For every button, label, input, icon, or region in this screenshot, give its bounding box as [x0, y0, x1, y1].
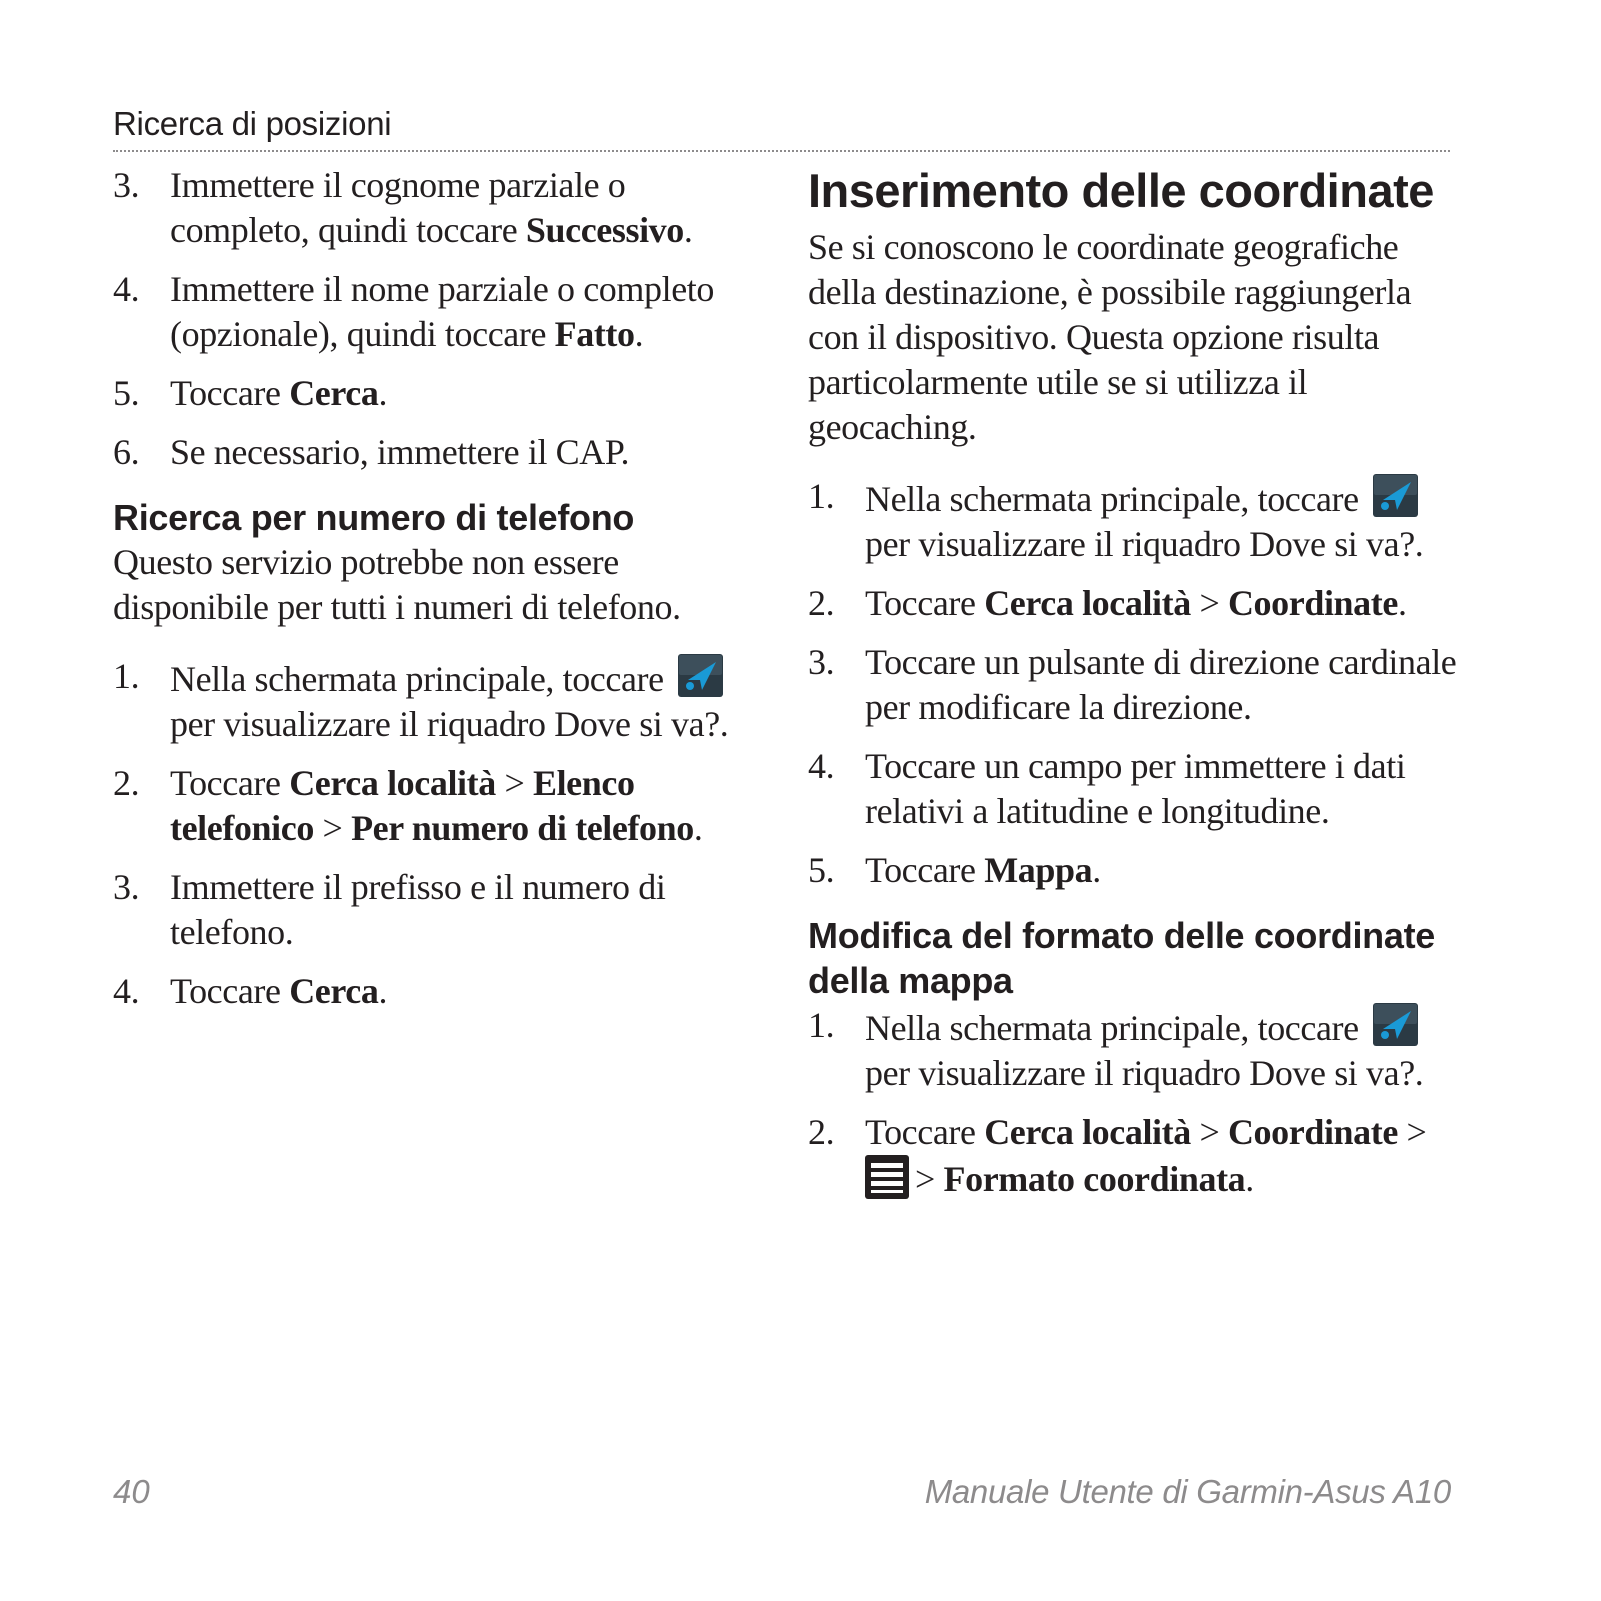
right-column: [808, 163, 1458, 1216]
ui-term: Formato coordinata: [943, 1159, 1246, 1199]
step-number: 1.: [113, 656, 140, 696]
step-text: Toccare: [170, 763, 290, 803]
step-text: .: [693, 808, 703, 848]
step-text: .: [1397, 583, 1407, 623]
step-list-coordinates: [808, 474, 1458, 893]
step-item: [113, 761, 733, 851]
step-text: Toccare: [865, 850, 985, 890]
step-number: 1.: [808, 476, 835, 516]
ui-term: Coordinate: [1227, 1112, 1398, 1152]
step-item: [113, 969, 733, 1014]
step-text: >: [1397, 1112, 1427, 1152]
step-number: 2.: [113, 763, 140, 803]
step-item: [113, 865, 733, 955]
ui-term: Elenco telefonico: [170, 763, 635, 848]
step-text: >: [313, 808, 352, 848]
where-to-icon: [1373, 474, 1418, 517]
ui-term: Cerca località: [289, 763, 496, 803]
step-text: Toccare un pulsante di direzione cardinale per modificare la direzione.: [865, 642, 1457, 727]
step-number: 2.: [808, 583, 835, 623]
step-item: [113, 267, 733, 357]
ui-term: Successivo: [525, 210, 684, 250]
ui-term: Coordinate: [1227, 583, 1398, 623]
phone-search-heading: Ricerca per numero di telefono: [113, 497, 635, 538]
step-text: .: [683, 210, 693, 250]
step-number: 4.: [113, 971, 140, 1011]
where-to-icon: [678, 654, 723, 697]
phone-search-intro: Questo servizio potrebbe non essere disponibile per tutti i numeri di telefono.: [113, 542, 681, 627]
step-text: Toccare: [170, 971, 290, 1011]
ui-term: Fatto: [554, 314, 635, 354]
step-text: Nella schermata principale, toccare: [865, 1008, 1368, 1048]
step-text: Se necessario, immettere il CAP.: [170, 432, 630, 472]
step-text: Toccare: [865, 1112, 985, 1152]
ui-term: Per numero di telefono: [351, 808, 694, 848]
step-item: [808, 1003, 1458, 1096]
step-text: Nella schermata principale, toccare: [865, 479, 1368, 519]
step-number: 6.: [113, 432, 140, 472]
running-header: Ricerca di posizioni: [113, 105, 392, 142]
coordinates-intro: Se si conoscono le coordinate geografiche della destinazione, è possibile raggiungerla con il dispositivo. Questa opzione risulta particolarmente utile se si utilizza il geocaching.: [808, 227, 1412, 447]
step-list-phone-search: [113, 654, 733, 1014]
ui-term: Cerca: [289, 373, 379, 413]
step-text: >: [1190, 583, 1228, 623]
step-item: [113, 371, 733, 416]
step-text: per visualizzare il riquadro Dove si va?.: [865, 524, 1424, 564]
step-item: [808, 581, 1458, 626]
step-number: 1.: [808, 1005, 835, 1045]
step-text: Nella schermata principale, toccare: [170, 659, 673, 699]
step-list-name-search: [113, 163, 733, 475]
page-number: 40: [113, 1473, 150, 1510]
step-text: >: [1190, 1112, 1228, 1152]
step-text: >: [915, 1159, 944, 1199]
step-text: Immettere il cognome parziale o completo, quindi toccare: [170, 165, 626, 250]
step-text: Immettere il prefisso e il numero di telefono.: [170, 867, 666, 952]
where-to-icon: [1373, 1003, 1418, 1046]
coordinate-format-heading: Modifica del formato delle coordinate della mappa: [808, 915, 1435, 1001]
step-text: Toccare: [865, 583, 985, 623]
step-item: [113, 163, 733, 253]
coordinates-heading: Inserimento delle coordinate: [808, 164, 1434, 217]
step-number: 5.: [808, 850, 835, 890]
step-number: 3.: [113, 165, 140, 205]
ui-term: Cerca località: [984, 583, 1191, 623]
step-text: .: [1092, 850, 1101, 890]
step-text: .: [634, 314, 644, 354]
menu-icon: [865, 1155, 909, 1199]
step-text: .: [378, 971, 388, 1011]
step-list-coordinate-format: [808, 1003, 1458, 1202]
step-item: [808, 640, 1458, 730]
step-item: [113, 430, 733, 475]
step-text: per visualizzare il riquadro Dove si va?.: [170, 704, 729, 744]
step-text: Toccare un campo per immettere i dati relativi a latitudine e longitudine.: [865, 746, 1406, 831]
step-item: [808, 1110, 1458, 1202]
ui-term: Cerca: [289, 971, 379, 1011]
step-item: [808, 474, 1458, 567]
step-item: [808, 848, 1458, 893]
header-divider: [113, 150, 1450, 152]
step-text: Immettere il nome parziale o completo (opzionale), quindi toccare: [170, 269, 714, 354]
manual-title: Manuale Utente di Garmin-Asus A10: [924, 1473, 1451, 1510]
step-text: .: [378, 373, 388, 413]
step-text: Toccare: [170, 373, 290, 413]
ui-term: Mappa: [984, 850, 1093, 890]
step-number: 4.: [808, 746, 835, 786]
ui-term: Cerca località: [984, 1112, 1191, 1152]
step-text: >: [495, 763, 533, 803]
left-column: [113, 163, 733, 1028]
step-number: 5.: [113, 373, 140, 413]
step-text: per visualizzare il riquadro Dove si va?.: [865, 1053, 1424, 1093]
step-number: 3.: [113, 867, 140, 907]
step-number: 2.: [808, 1112, 835, 1152]
step-item: [113, 654, 733, 747]
step-text: .: [1245, 1159, 1254, 1199]
step-number: 4.: [113, 269, 140, 309]
step-number: 3.: [808, 642, 835, 682]
step-item: [808, 744, 1458, 834]
